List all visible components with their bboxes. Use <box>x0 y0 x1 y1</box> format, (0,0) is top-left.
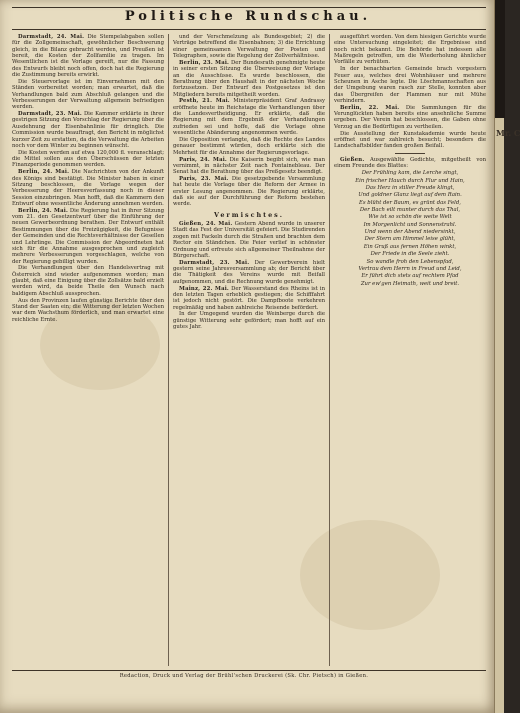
dateline: Darmstadt, 23. Mai. <box>179 259 250 266</box>
binding-shadow <box>495 0 505 118</box>
article-text: Der Gewerbverein hielt gestern seine Jahresversammlung ab; der Bericht über die Thätigkeit des Vereins wurde mit Beifall aufgenommen, und die Rechnung wurde genehmigt. <box>173 259 325 285</box>
page-title: Politische Rundschau. <box>124 9 372 24</box>
poem-line: Vertrau dem Herrn in Freud und Leid, <box>358 265 462 272</box>
adjacent-page-text: Mr. C <box>496 128 520 138</box>
poem-line: Ein frischer Hauch durch Flur und Hain, <box>355 177 465 184</box>
dateline: Gießen, 24. Mai. <box>179 221 233 228</box>
article-paragraph <box>173 176 325 208</box>
dateline: Darmstadt, 24. Mai. <box>18 34 85 40</box>
article-text: Die Kammer erklärte in ihrer gestrigen Sitzung den Vorschlag der Regierung über die Ausdehnung der Eisenbahnlinie für dringlich. Die Commission wurde beauftragt, den Bericht in möglichst kurzer Zeit zu erstatten, da die Verwaltung die Arbeiten noch vor dem Winter zu beginnen wünscht. <box>12 111 164 149</box>
poem-line: Der Frühling kam, die Lerche singt, <box>361 170 459 177</box>
article-text: In der benachbarten Gemeinde brach vorgestern Feuer aus, welches drei Wohnhäuser und mehrere Scheunen in Asche legte. Die Löschmannschaften aus der Umgebung waren rasch zur Stelle, konnten aber das Übergreifen der Flammen nur mit Mühe verhindern. <box>334 66 486 104</box>
article-text: Die Verhandlungen über den Handelsvertrag mit Österreich sind wieder aufgenommen worden; man glaubt, daß eine Einigung über die Zollsätze bald erzielt werden wird, da beide Theile den Wunsch nach baldigem Abschluß aussprechen. <box>12 265 164 297</box>
article-text: Die Stempelabgaben sollen für die Zollgemeinschaft, gewöhnlicher Beschwerung gleich, in die Bilanz gebracht werden, und Preußen ist bereit, die Kosten der Zollfamilie zu tragen. Im Wesentlichen ist die Vorlage gereift, nur die Fassung des Entwurfs bleibt noch offen, doch hat die Regierung die Zustimmung bereits erwirkt. <box>12 34 164 79</box>
poem-line: Und wenn der Abend niedersinkt, <box>364 229 456 236</box>
dateline: Pesth, 21. Mai. <box>179 98 230 105</box>
article-paragraph <box>334 34 486 66</box>
article-paragraph <box>173 137 325 156</box>
section-rule <box>395 153 425 154</box>
article-paragraph <box>334 131 486 150</box>
dateline: Berlin, 24. Mai. <box>18 207 68 214</box>
article-paragraph <box>334 105 486 130</box>
poem-line: Im Morgenlicht und Sonnenstrahl. <box>363 221 457 228</box>
article-paragraph <box>334 66 486 104</box>
dateline: Gießen. <box>340 156 365 163</box>
dateline: Berlin, 24. Mai. <box>18 169 70 176</box>
dateline: Berlin, 22. Mai. <box>340 104 400 111</box>
article-text: Die Regierung hat in ihrer Sitzung vom 21. den Gesetzentwurf über die Einführung der neuen Gewerbeordnung berathen. Der Entwurf enthält Bestimmungen über die Freizügigkeit, die Befugnisse der Gemeinden und die Rechtsverhältnisse der Gesellen und Lehrlinge. Die Commission der Abgeordneten hat sich für die Annahme ausgesprochen und zugleich mehrere Verbesserungen vorgeschlagen, welche von der Regierung gebilligt wurden. <box>12 207 164 265</box>
poem-line: Der Stern am Himmel leise glüht, <box>364 236 456 243</box>
poem-line: Es blüht der Baum, es grünt das Feld, <box>359 199 461 206</box>
article-paragraph <box>334 157 486 170</box>
column-3 <box>334 34 486 666</box>
article-paragraph <box>12 208 164 265</box>
poem-line: Das Herz in stiller Freude klingt, <box>365 185 455 192</box>
column-2 <box>173 34 325 666</box>
dateline: Darmstadt, 23. Mai. <box>18 111 82 118</box>
poem-line: Der Bach eilt munter durch das Thal, <box>359 207 461 214</box>
article-text: Die Sammlungen für die Verunglückten haben bereits eine ansehnliche Summe ergeben. Der Verein hat beschlossen, die Gaben ohne Verzug an die Bedürftigen zu vertheilen. <box>334 104 486 130</box>
article-paragraph <box>173 286 325 311</box>
article-text: Die Nachrichten von der Ankunft des Königs sind bestätigt. Die Minister haben in einer Sitzung beschlossen, die Vorlage wegen der Verbesserung der Heeresverfassung noch in dieser Session einzubringen. Man hofft, daß die Kammern den Entwurf ohne wesentliche Änderung annehmen werden. <box>12 169 164 207</box>
poem-line: Und goldner Glanz liegt auf dem Rain. <box>358 192 462 199</box>
article-paragraph <box>173 98 325 136</box>
article-paragraph <box>12 169 164 207</box>
dateline: Berlin, 23. Mai. <box>179 59 230 66</box>
poem-line: So wandle froh den Lebenspfad, <box>366 258 454 265</box>
poem-line: Er führt dich stets auf rechtem Pfad <box>361 273 459 280</box>
dateline: Mainz, 22. Mai. <box>179 285 229 292</box>
section-heading: Vermischtes. <box>214 210 284 219</box>
imprint-footer: Redaction, Druck und Verlag der Brühl'schen Druckerei (Sk. Chr. Pietsch) in Gießen. <box>119 673 369 679</box>
article-columns <box>12 34 486 666</box>
article-text: Aus den Provinzen laufen günstige Berichte über den Stand der Saaten ein; die Witterung der letzten Wochen war dem Wachsthum förderlich, und man erwartet eine reichliche Ernte. <box>12 297 164 323</box>
article-text: Die Kaiserin begibt sich, wie man vernimmt, in nächster Zeit nach Fontainebleau. Der Senat hat die Berathung über das Preßgesetz beendigt. <box>173 156 325 176</box>
header-top-rule <box>12 7 486 8</box>
column-divider <box>329 34 330 666</box>
poem-line: Der Friede in die Seele zieht. <box>370 251 450 258</box>
poem-line: Wie ist so schön die weite Welt <box>368 214 452 221</box>
article-paragraph <box>173 260 325 285</box>
dateline: Paris, 23. Mai. <box>179 176 229 183</box>
article-text: Ministerpräsident Graf Andrassy eröffnete heute im Reichstage die Verhandlungen über die Landesvertheidigung. Er erklärte, daß die Regierung mit dem Ergebniß der Verhandlungen zufrieden sei und hoffe, daß die Vorlage ohne wesentliche Abänderung angenommen werde. <box>173 98 326 137</box>
adjacent-page-edge <box>494 0 520 713</box>
dateline: Paris, 24. Mai. <box>179 156 227 163</box>
article-paragraph <box>173 157 325 176</box>
article-text: ausgeführt worden. Von dem hiesigen Gerichte wurde eine Untersuchung eingeleitet; die Ergebnisse sind noch nicht bekannt. Die Behörde hat indessen alle Maßregeln getroffen, um die Wiederholung ähnlicher Vorfälle zu verhüten. <box>334 34 486 66</box>
article-text: Der Wasserstand des Rheins ist in den letzten Tagen erheblich gestiegen; die Schifffahrt ist jedoch nicht gestört. Die Dampfboote verkehren regelmäßig und haben zahlreiche Reisende befördert. <box>173 285 325 311</box>
column-1 <box>12 34 164 666</box>
article-text: Die Ausstellung der Kunstakademie wurde heute eröffnet und war zahlreich besucht; besonders die Landschaftsbilder fanden großen Beifall. <box>334 130 486 150</box>
article-paragraph <box>12 79 164 111</box>
article-paragraph <box>173 60 325 98</box>
article-text: Die Opposition verlangte, daß die Rechte des Landes genauer bestimmt würden, doch erklärte sich die Mehrheit für die Annahme der Regierungsvorlage. <box>173 137 325 156</box>
article-paragraph <box>173 221 325 259</box>
article-text: Gestern Abend wurde in unserer Stadt das Fest der Universität gefeiert. Die Studirenden zogen mit Fackeln durch die Straßen und brachten dem Rector ein Ständchen. Die Feier verlief in schönster Ordnung und erfreute sich allgemeiner Theilnahme der Bürgerschaft. <box>173 221 325 259</box>
poem-line: Zur ew'gen Heimath, weit und breit. <box>360 280 460 287</box>
article-paragraph <box>12 34 164 78</box>
article-paragraph <box>12 150 164 169</box>
article-paragraph <box>173 34 325 59</box>
article-text: In der Umgegend wurden die Weinberge durch die günstige Witterung sehr gefördert; man hofft auf ein gutes Jahr. <box>173 311 325 331</box>
header-bottom-rule <box>12 29 486 30</box>
column-divider <box>168 34 169 666</box>
article-paragraph <box>12 265 164 297</box>
article-paragraph <box>12 111 164 149</box>
article-text: Die gesetzgebende Versammlung hat heute die Vorlage über die Reform der Armee in erster Lesung angenommen. Die Regierung erklärte, daß sie auf der Durchführung der Reform bestehen werde. <box>173 176 325 208</box>
poem-line: Ein Gruß aus fernen Höhen winkt, <box>363 243 457 250</box>
article-text: Der Bundesrath genehmigte heute in seiner ersten Sitzung die Überweisung der Vorlage an die Ausschüsse. Es wurde beschlossen, die Berathung über den Haushalt in der nächsten Woche fortzusetzen. Der Entwurf des Postgesetzes ist den Mitgliedern bereits mitgetheilt worden. <box>173 59 326 98</box>
article-text: Die Steuervorlage ist im Einvernehmen mit den Ständen vorbereitet worden; man erwartet, daß die Verhandlungen bald zum Abschluß gelangen und die Verbesserungen der Verwaltung allgemein befriedigen werden. <box>12 78 164 111</box>
article-text: Die Kosten werden auf etwa 120,000 fl. veranschlagt; die Mittel sollen aus den Überschüssen der letzten Finanzperiode genommen werden. <box>12 149 164 169</box>
article-text: und der Verschmelzung als Bundesgebiet; 2) die Verträge betreffend die Eisenbahnen; 3) die Errichtung einer gemeinsamen Verwaltung der Posten und Telegraphen, sowie die Regelung der Zollverhältnisse. <box>173 34 325 60</box>
article-text: Ausgewählte Gedichte, mitgetheilt von einem Freunde des Blattes: <box>334 156 486 170</box>
article-paragraph <box>12 298 164 323</box>
article-paragraph <box>173 311 325 330</box>
footer-rule <box>12 670 486 671</box>
